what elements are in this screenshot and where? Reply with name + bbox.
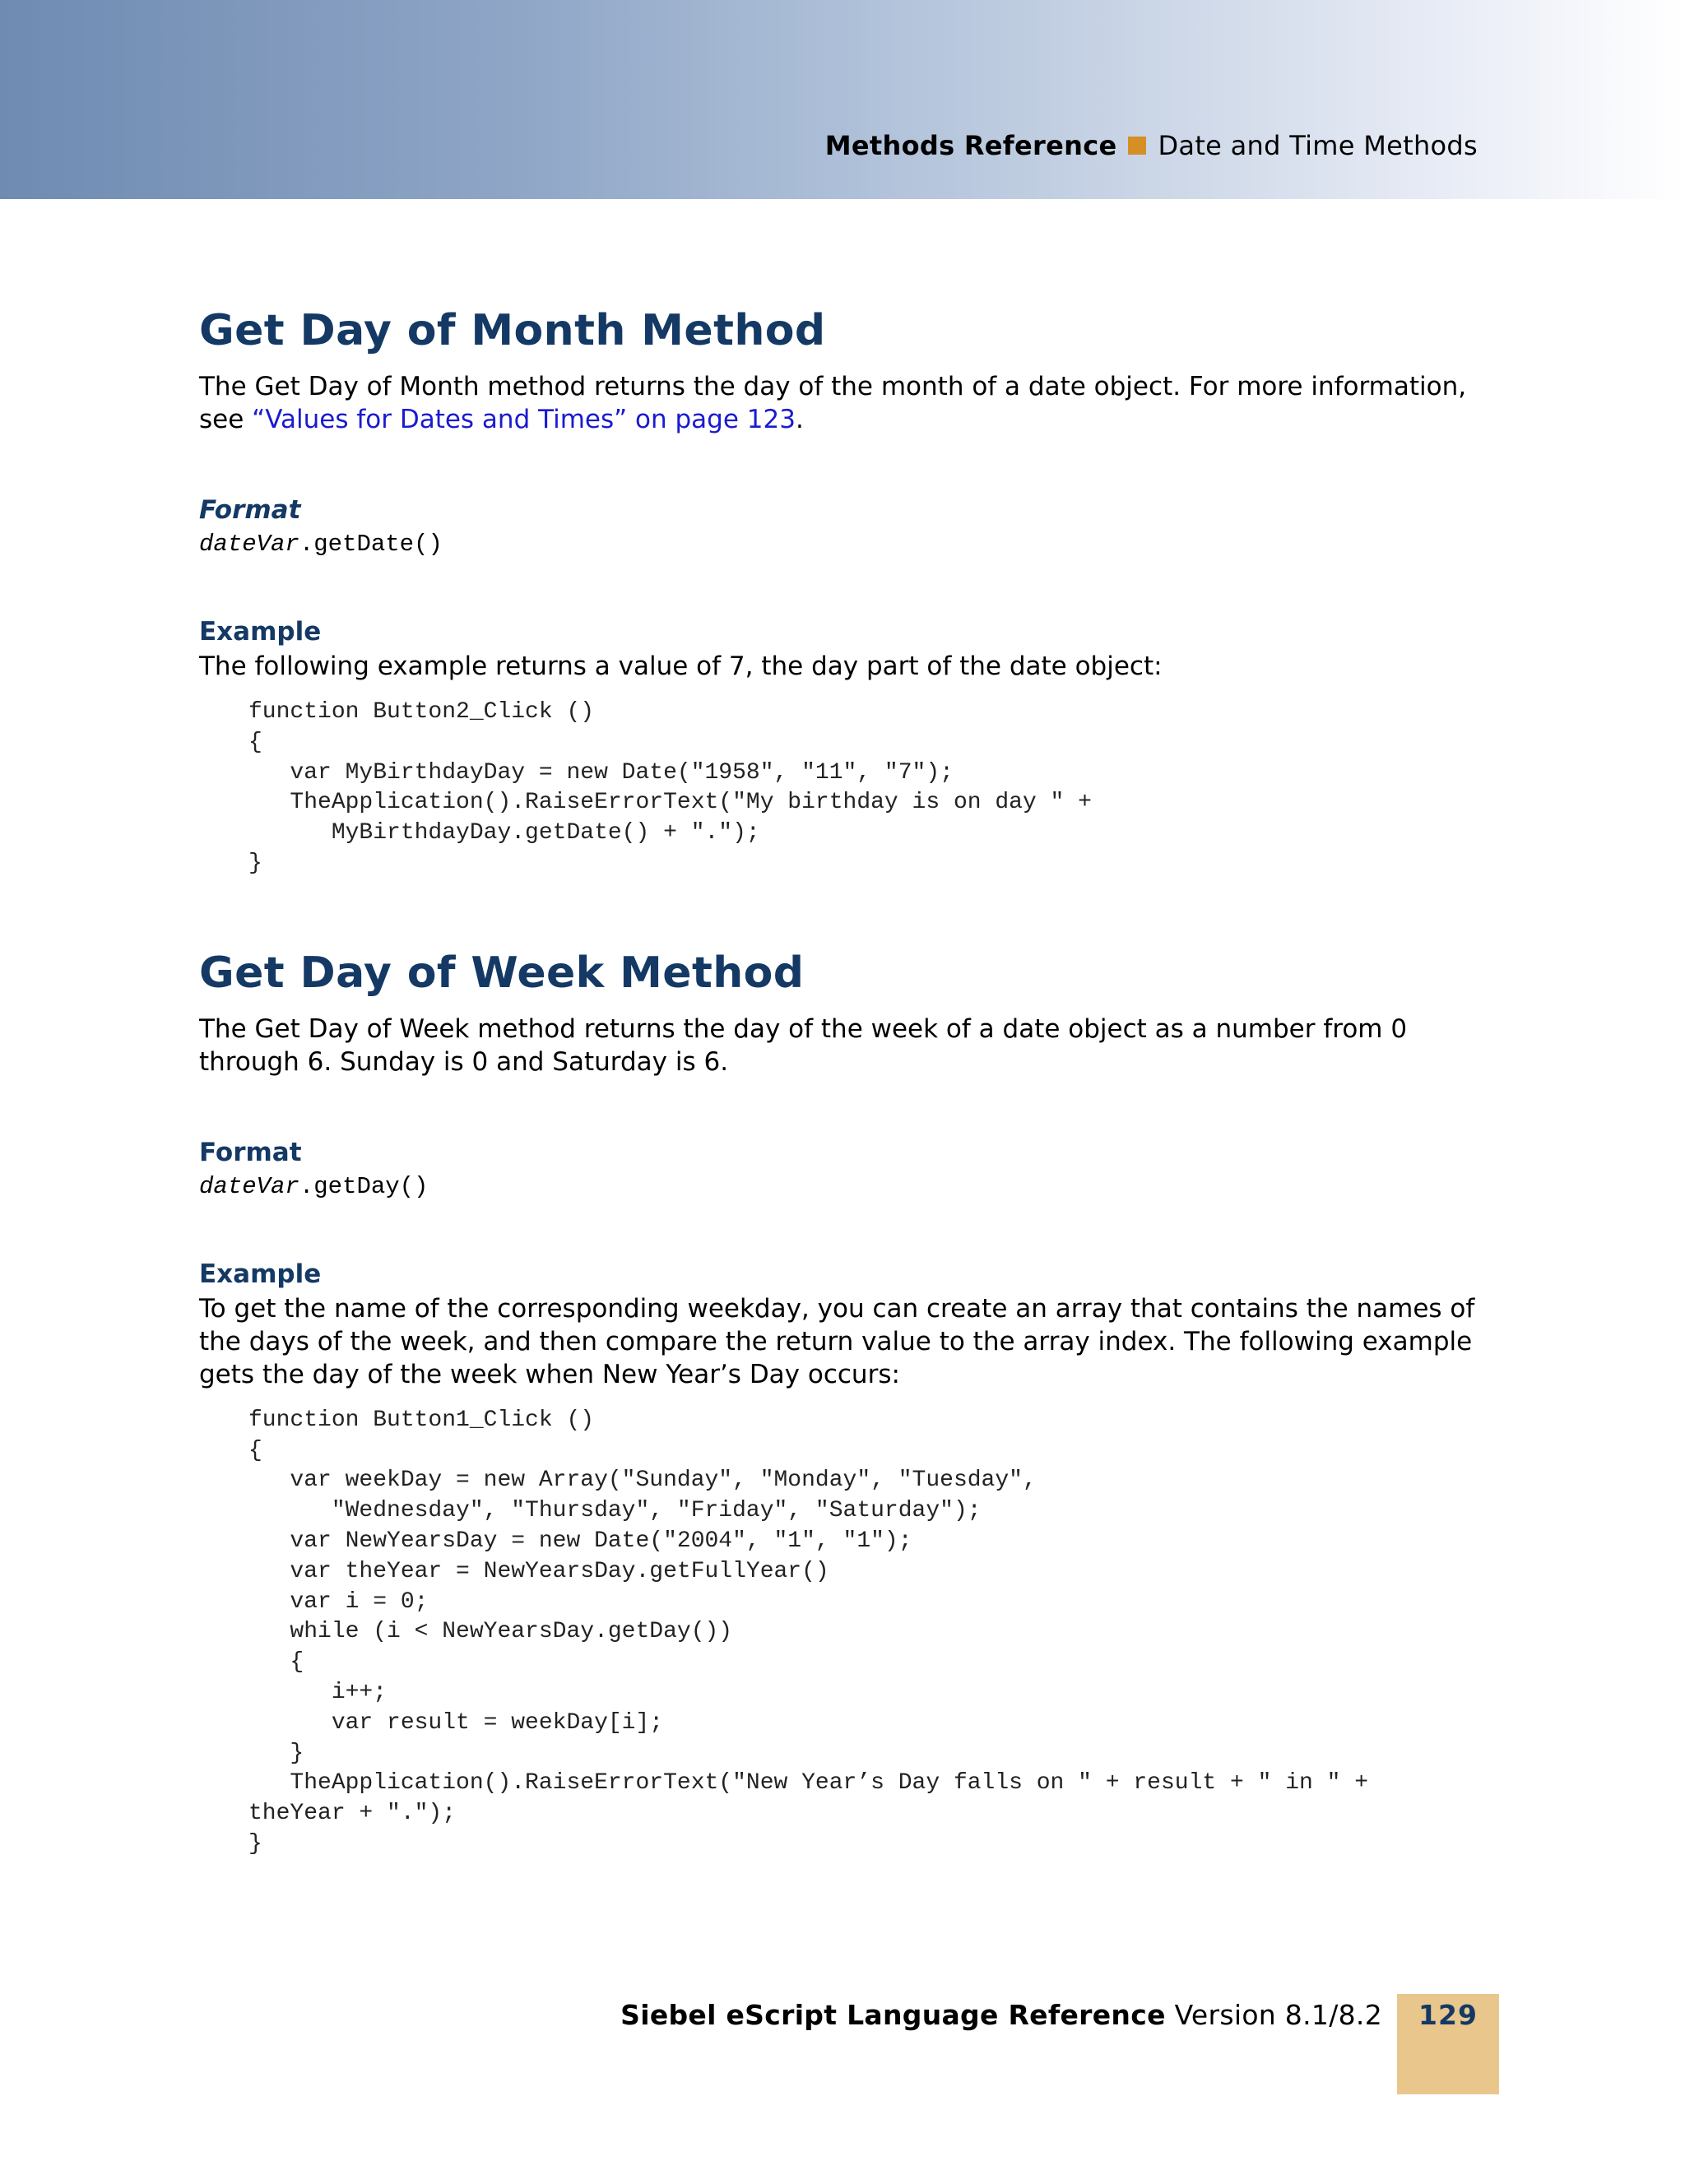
breadcrumb-chapter: Methods Reference [824,130,1117,161]
example-text: To get the name of the corresponding weekday, you can create an array that contains the names of the days of the week, and then compare the return value to the array index. The following example gets the day of the week when New Year’s Day occurs: [199,1293,1475,1389]
format-heading: Format [199,495,301,525]
section-intro [199,370,1499,436]
page-number: 129 [1418,1999,1478,2031]
example-text: The following example returns a value of 7, the day part of the date object: [199,651,1163,681]
header-band [0,0,1685,199]
footer-book-title: Siebel eScript Language Reference [620,1999,1166,2031]
cross-reference-link[interactable]: “Values for Dates and Times” on page 123 [252,405,796,434]
breadcrumb [825,130,1478,161]
format-syntax [199,530,1499,559]
example-heading: Example [199,617,322,647]
section-title: Get Day of Week Method [199,948,805,998]
footer-book-info [620,1999,1382,2031]
format-call: .getDate() [299,531,443,558]
format-call: .getDay() [299,1172,429,1200]
section-title: Get Day of Month Method [199,306,826,355]
format-variable: dateVar [199,531,299,558]
intro-text: The Get Day of Month method returns the day of the month of a date object. For more information, [199,372,1467,401]
section-intro: The Get Day of Week method returns the day of the week of a date object as a number from 0 through 6. Sunday is 0 and Saturday is 6. [199,1013,1408,1077]
breadcrumb-separator-icon [1128,137,1146,155]
page-content [199,306,1499,1860]
code-example: function Button2_Click () { var MyBirthdayDay = new Date("1958", "11", "7"); TheApplication().RaiseErrorText("My birthday is on day " + MyBirthdayDay.getDate() + "."); } [248,699,1092,876]
format-heading: Format [199,1137,302,1167]
breadcrumb-section: Date and Time Methods [1158,130,1478,161]
format-syntax [199,1172,1499,1202]
code-example: function Button1_Click () { var weekDay = new Array("Sunday", "Monday", "Tuesday", "Wednesday", "Thursday", "Friday", "Saturday"); var NewYearsDay = new Date("2004", "1", "1"); var theYear = NewYearsDay.getFullYear() var i = 0; while (i < NewYearsDay.getDay()) { i++; var result = weekDay[i]; } TheApplication().RaiseErrorText("New Year’s Day falls on " + result + " in " + theYear + "."); } [248,1407,1369,1857]
intro-end: . [795,405,804,434]
format-variable: dateVar [199,1172,299,1200]
footer-version: Version 8.1/8.2 [1165,1999,1382,2031]
intro-see: see [199,405,253,434]
example-heading: Example [199,1259,322,1289]
